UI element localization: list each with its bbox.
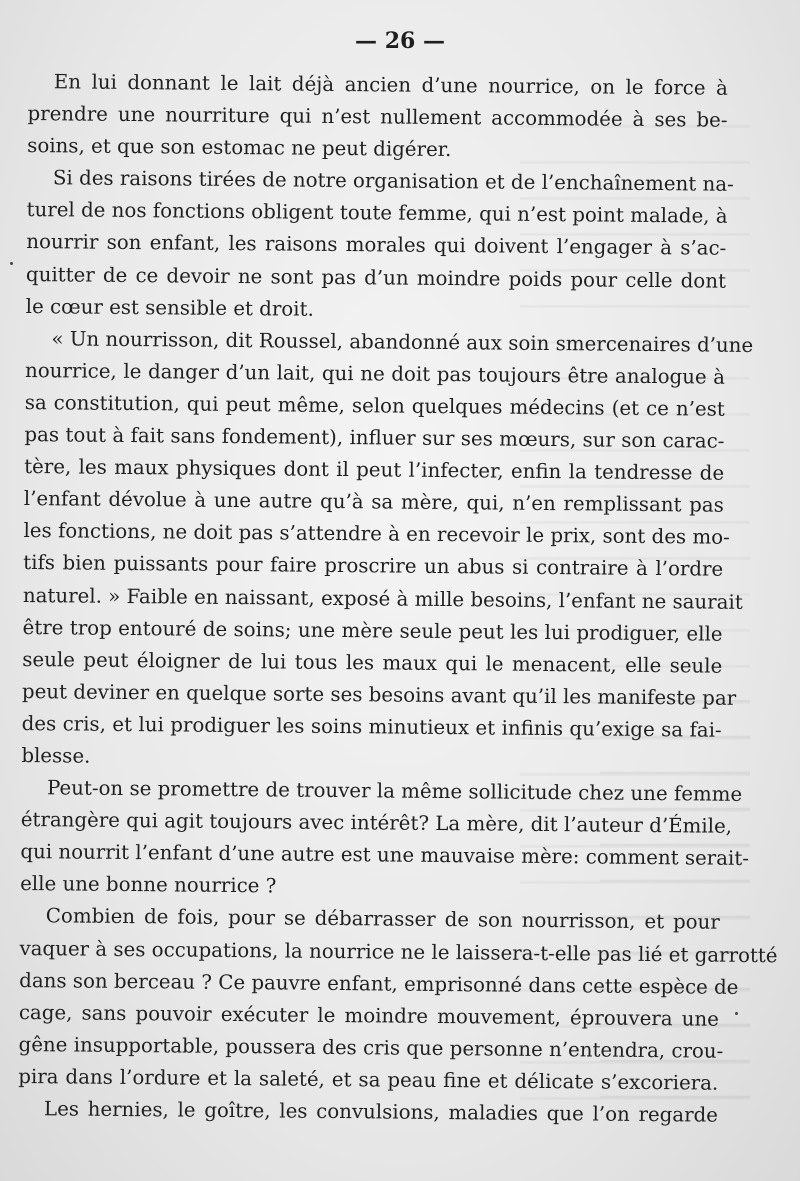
text-line: Combien de fois, pour se débarrasser de son nourrisson, et pour xyxy=(45,904,720,935)
text-line: tère, les maux physiques dont il peut l’infecter, enfin la tendresse de xyxy=(24,455,725,485)
text-line: prendre une nourriture qui n’est nullement accommodée à ses be- xyxy=(27,102,728,132)
text-line: pira dans l’ordure et la saleté, et sa peau fine et délicate s’excoriera. xyxy=(18,1064,719,1095)
text-line: les fonctions, ne doit pas s’attendre à en recevoir le prix, sont des mo- xyxy=(23,519,730,550)
text-line: dans son berceau ? Ce pauvre enfant, emprisonné dans cette espèce de xyxy=(19,968,739,999)
text-line: quitter de ce devoir ne sont pas d’un moindre poids pour celle dont xyxy=(25,262,727,293)
text-line: étrangère qui agit toujours avec intérêt? La mère, dit l’auteur d’Émile, xyxy=(20,808,733,838)
text-line: Peut-on se promettre de trouver la même sollicitude chez une femme xyxy=(46,776,743,806)
text-line: gêne insupportable, poussera des cris que personne n’entendra, crou- xyxy=(18,1032,724,1063)
text-line: peut deviner en quelque sorte ses besoins avant qu’il les manifeste par xyxy=(21,679,737,710)
text-line: qui nourrit l’enfant d’une autre est une mauvaise mère: comment serait- xyxy=(20,840,750,871)
text-line: naturel. » Faible en naissant, exposé à mille besoins, l’enfant ne saurait xyxy=(22,583,743,614)
text-line: sa constitution, qui peut même, selon quelques médecins (et ce n’est xyxy=(24,390,725,421)
text-line: nourrir son enfant, les raisons morales qui doivent l’engager à s’ac- xyxy=(26,230,727,261)
text-line: Les hernies, le goître, les convulsions, maladies que l’on regarde xyxy=(43,1097,719,1127)
text-line: turel de nos fonctions obligent toute femme, qui n’est point malade, à xyxy=(26,198,728,229)
text-line: être trop entouré de soins; une mère seule peut les lui prodiguer, elle xyxy=(22,615,723,646)
text-line: tifs bien puissants pour faire proscrire un abus si contraire à l’ordre xyxy=(23,551,724,582)
ink-speck xyxy=(735,1012,738,1015)
ink-speck xyxy=(10,262,13,265)
text-line: En lui donnant le lait déjà ancien d’une nourrice, on le force à xyxy=(53,70,728,100)
text-line: soins, et que son estomac ne peut digérer. xyxy=(27,134,452,162)
text-line: des cris, et lui prodiguer les soins minutieux et infinis qu’exige sa fai- xyxy=(21,711,722,742)
text-line: elle une bonne nourrice ? xyxy=(20,872,277,898)
text-line: le cœur est sensible et droit. xyxy=(25,294,314,321)
page-number: — 26 — xyxy=(355,28,445,54)
text-line: seule peut éloigner de lui tous les maux qui le menacent, elle seule xyxy=(22,647,723,678)
text-line: nourrice, le danger d’un lait, qui ne doit pas toujours être analogue à xyxy=(24,358,726,389)
text-line: pas tout à fait sans fondement), influer sur ses mœurs, sur son carac- xyxy=(24,423,725,453)
text-line: vaquer à ses occupations, la nourrice ne le laissera-t-elle pas lié et garrotté xyxy=(19,936,778,967)
text-line: Si des raisons tirées de notre organisation et de l’enchaînement na- xyxy=(52,166,734,197)
body-text xyxy=(18,66,778,1132)
text-line: blesse. xyxy=(21,743,91,768)
text-line: cage, sans pouvoir exécuter le moindre mouvement, éprouvera une xyxy=(18,1000,719,1031)
text-line: l’enfant dévolue à une autre qu’à sa mère, qui, n’en remplissant pas xyxy=(23,487,724,517)
text-line: « Un nourrisson, dit Roussel, abandonné aux soin smercenaires d’une xyxy=(51,326,754,357)
